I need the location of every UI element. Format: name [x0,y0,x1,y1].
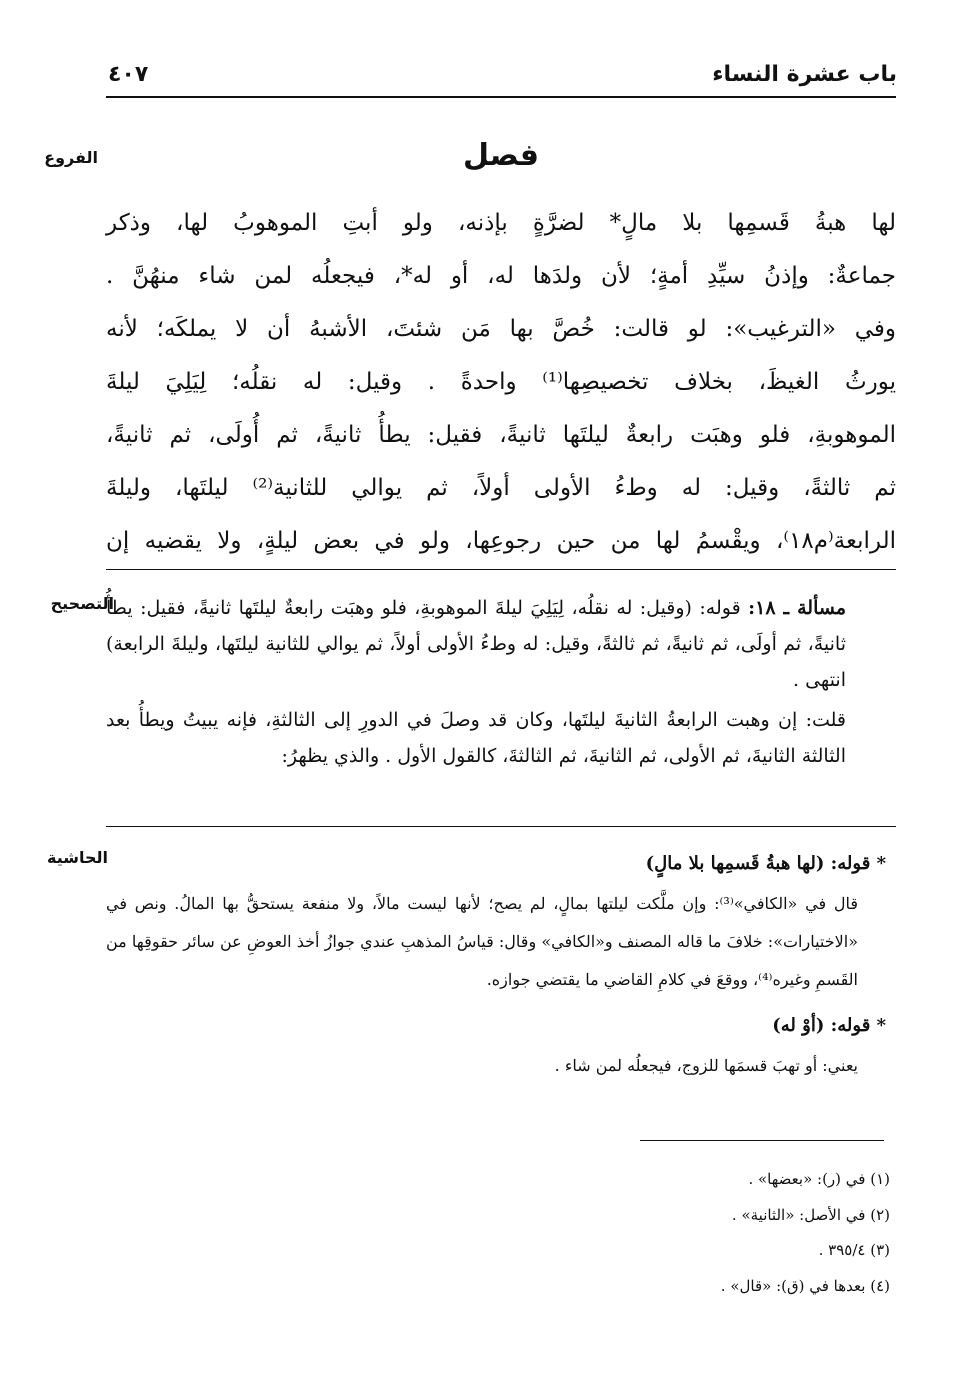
hashiya-heading: * قوله: (لها هبةُ قَسمِها بلا مالٍ) [645,853,886,874]
issue-text: قوله: (وقيل: له نقلُه، لِيَلِيَ ليلةَ الموهوبةِ، فلو وهبَت رابعةٌ ليلتَها ثانيةً، فقيل: يطأُ ثانيةً، ثم أولَى، ثم ثانيةً، ثم ثالثةً، وقيل: له وطءُ الأولى أولاً، ثم يوالي للثانية ليلتَها، وليلةَ الرابعة) انتهى . [106,597,846,691]
running-header-title: باب عشرة النساء [712,62,897,87]
header-divider [106,96,896,98]
footnote: (٣) ٣٩٥/٤ . [818,1241,890,1259]
main-text [106,197,896,568]
footnote: (٢) في الأصل: «الثانية» . [731,1205,890,1224]
section-divider [106,826,896,827]
side-label-tashih: التصحيح [50,594,114,613]
side-label-hashiya: الحاشية [47,848,108,867]
issue-label: مسألة ـ ١٨: [748,597,847,619]
main-text-line: جماعةٌ: وإذنُ سيِّدِ أمةٍ؛ لأن ولدَها له، أو له*، فيجعلُه لمن شاء منهُنَّ . [106,263,896,289]
page-number: ٤٠٧ [108,62,149,87]
hashiya-body: يعني: أو تهبَ قسمَها للزوج، فيجعلُه لمن شاء . [554,1056,858,1075]
hashiya-section [106,845,886,1093]
main-text-line: ثم ثالثةً، وقيل: له وطءُ الأولى أولاً، ثم يوالي للثانية⁽²⁾ ليلتَها، وليلةَ [106,475,896,501]
footnote-divider [640,1140,884,1141]
hashiya-body: قال في «الكافي»⁽³⁾: وإن ملَّكت ليلتها بمالٍ، لم يصح؛ لأنها ليست مالاً، ولا منفعة يستحقُّ بها المالُ. ونص في «الاختيارات»: خلافَ ما قاله المصنف و«الكافي» وقال: قياسُ المذهبِ عندي جوازُ أخذ العوضِ عن سائر حقوقِها من القَسمِ وغيره⁽⁴⁾، ووقعَ في كلامِ القاضي ما يقتضي جوازه. [106,894,859,989]
main-text-line: الموهوبةِ، فلو وهبَت رابعةٌ ليلتَها ثانيةً، فقيل: يطأُ ثانيةً، ثم أُولَى، ثم ثانيةً، [106,422,896,448]
main-text-line: لها هبةُ قَسمِها بلا مالٍ* لضرَّةٍ بإذنه، ولو أبتِ الموهوبُ لها، وذكر [106,210,896,236]
side-label-furu: الفروع [44,148,98,167]
footnote: (١) في (ر): «بعضها» . [748,1170,890,1188]
footnote: (٤) بعدها في (ق): «قال» . [720,1276,890,1295]
tashih-paragraph: قلت: إن وهبت الرابعةُ الثانيةَ ليلتَها، وكان قد وصلَ في الدورِ إلى الثالثةِ، فإنه يبيتُ ويطأُ بعد الثالثة الثانيةَ، ثم الأولى، ثم الثانيةَ، ثم الثالثةَ، كالقول الأول . والذي يظهرُ: [106,709,846,767]
tashih-section [106,590,846,778]
section-divider [106,569,896,570]
main-text-line: وفي «الترغيب»: لو قالت: خُصَّ بها مَن شئتَ، الأشبهُ أن لا يملكَه؛ لأنه [106,316,896,342]
tashih-paragraph [106,590,846,698]
section-heading: فصل [463,138,539,173]
main-text-line: الرابعة⁽م١٨⁾، ويقْسمُ لها من حين رجوعِها، ولو في بعض ليلةٍ، ولا يقضيه إن [106,528,896,554]
footnotes [600,1162,890,1304]
main-text-line: يورثُ الغيظَ، بخلاف تخصيصِها⁽¹⁾ واحدةً . وقيل: له نقلُه؛ لِيَلِيَ ليلةَ [106,369,896,395]
hashiya-heading: * قوله: (أوْ له) [772,1015,886,1036]
